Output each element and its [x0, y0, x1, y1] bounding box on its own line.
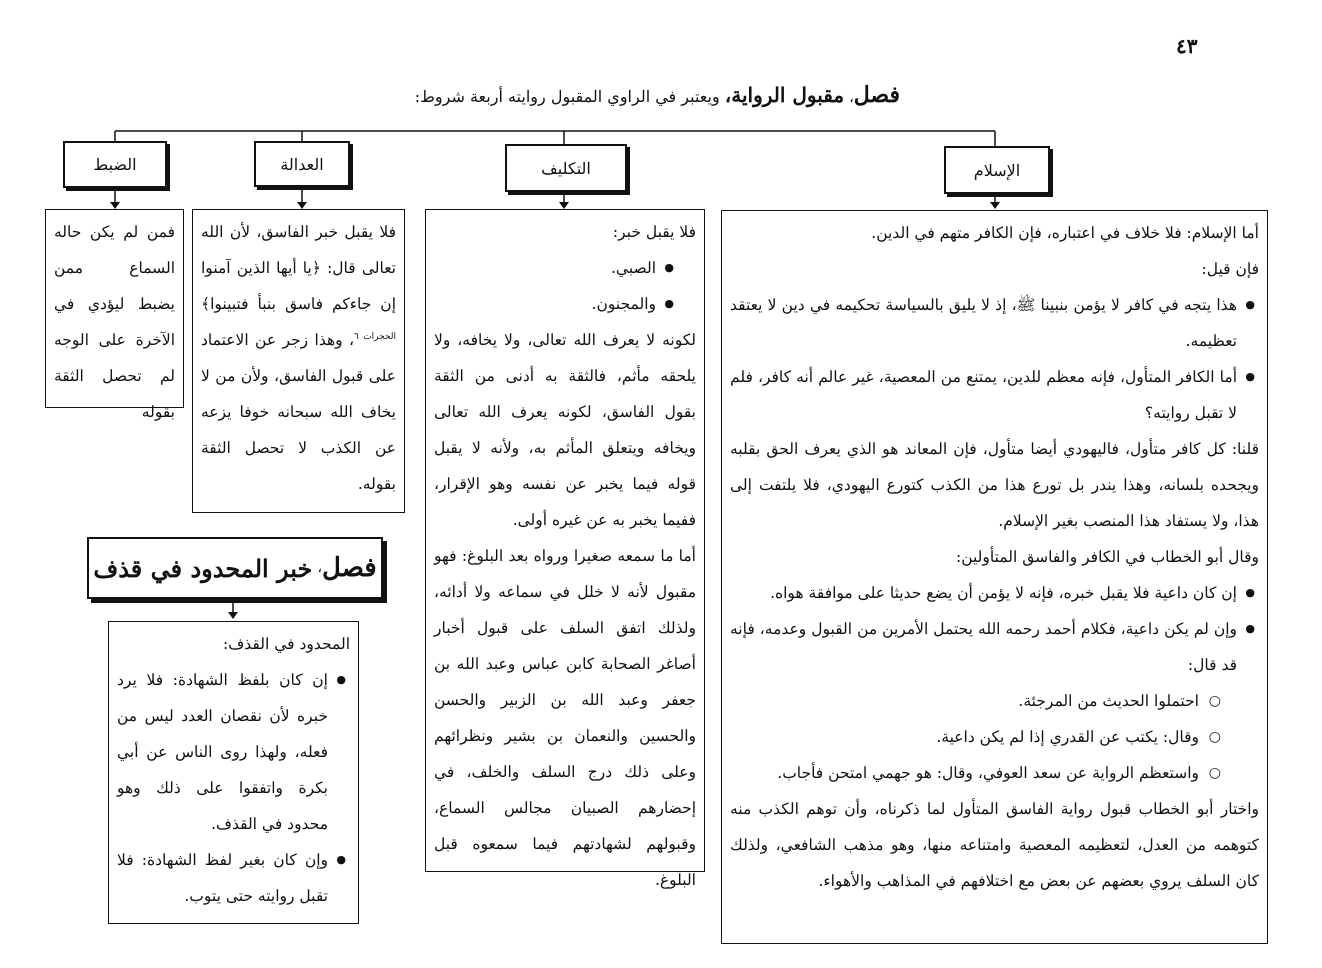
adala-verse-ref: الحجرات ٦ — [354, 331, 396, 342]
islam-bullet-3: ● إن كان داعية فلا يقبل خبره، فإنه لا يؤمن أن يضع حديثا على موافقة هواه. — [730, 575, 1237, 611]
qadhf-column — [108, 621, 359, 924]
islam-bullet-4: ● وإن لم يكن داعية، فكلام أحمد رحمه الله يحتمل الأمرين من القبول وعدمه، فإنه قد قال: — [730, 611, 1237, 683]
qadhf-p1: المحدود في القذف: — [223, 635, 350, 653]
islam-sub-2: ○ وقال: يكتب عن القدري إذا لم يكن داعية. — [730, 719, 1199, 755]
taklif-p2: لكونه لا يعرف الله تعالى، ولا يخافه، ولا يلحقه مأثم، فالثقة به أدنى من الثقة بقول الفاسق، لكونه يعرف الله تعالى ويخافه ويتعلق المأثم به، ولأنه لا يقبل قوله فيما يخبر عن نفسه وهو الإقرار، ففيما يخبر به عن غيره أولى. — [434, 331, 696, 529]
adala-column — [192, 209, 405, 513]
qadhf-topic: خبر المحدود في قذف — [93, 553, 313, 583]
islam-bullet-2: ● أما الكافر المتأول، فإنه معظم للدين، يمتنع من المعصية، غير عالم أنه كافر، فلم لا تقبل روايته؟ — [730, 359, 1237, 431]
islam-sub-3: ○ واستعظم الرواية عن سعد العوفي، وقال: هو جهمي امتحن فأجاب. — [730, 755, 1199, 791]
islam-bullet-1: ● هذا يتجه في كافر لا يؤمن بنبينا ﷺ، إذ لا يليق بالسياسة تحكيمه في دين لا يعتقد تعظيمه. — [730, 287, 1237, 359]
taklif-p3: أما ما سمعه صغيرا ورواه بعد البلوغ: فهو مقبول لأنه لا خلل في سماعه ولا أدائه، ولذلك اتفق السلف على قبول أخبار أصاغر الصحابة كابن عباس وعبد الله بن جعفر وعبد الله بن الزبير والحسن والحسين والنعمان بن بشير ونظرائهم وعلى ذلك درج السلف والخلف، في إحضارهم الصبيان مجالس السماع، وقبولهم لشهادتهم فيما سمعوه قبل البلوغ. — [434, 547, 696, 889]
taklif-bullet-1: ● الصبي. — [434, 250, 656, 286]
header-adala-label: العدالة — [280, 154, 324, 174]
qadhf-chapter: فصل — [322, 553, 377, 583]
islam-p2: فإن قيل: — [1201, 260, 1259, 278]
islam-p4: وقال أبو الخطاب في الكافر والفاسق المتأولين: — [955, 548, 1259, 566]
adala-paragraph — [201, 214, 396, 502]
header-taklif — [505, 144, 627, 192]
header-dabt-label: الضبط — [93, 155, 137, 174]
islam-p3: قلنا: كل كافر متأول، فاليهودي أيضا متأول، فإن المعاند هو الذي يعرف الحق بقلبه ويجحده بلسانه، وهذا يندر بل تورع هذا من الكذب كتورع اليهودي، فلا يلتفت إلى هذا، ولا يستفاد هذا المنصب بغير الإسلام. — [730, 440, 1259, 530]
header-islam — [944, 146, 1050, 194]
dabt-text: فمن لم يكن حاله السماع ممن يضبط ليؤدي في الآخرة على الوجه لم تحصل الثقة بقوله — [54, 223, 175, 421]
page-number: ٤٣ — [1176, 34, 1198, 58]
adala-text-1: فلا يقبل خبر الفاسق، لأن الله تعالى قال: ﴿يا أيها الذين آمنوا إن جاءكم فاسق بنبأ فتبينوا﴾ — [201, 223, 396, 313]
title-topic: مقبول الرواية، — [724, 83, 845, 107]
qadhf-heading — [87, 537, 383, 599]
title-rest: ويعتبر في الراوي المقبول روايته أربعة شروط: — [414, 87, 720, 106]
adala-text-2: ، وهذا زجر عن الاعتماد على قبول الفاسق، ولأن من لا يخاف الله سبحانه خوفا يزعه عن الكذب لا تحصل الثقة بقوله. — [201, 331, 396, 493]
qadhf-bullet-2: ● وإن كان بغير لفظ الشهادة: فلا تقبل روايته حتى يتوب. — [117, 842, 328, 914]
qadhf-bullet-1: ● إن كان بلفظ الشهادة: فلا يرد خبره لأن نقصان العدد ليس من فعله، ولهذا روى الناس عن أبي بكرة واتفقوا على ذلك وهو محدود في القذف. — [117, 662, 328, 842]
header-taklif-label: التكليف — [541, 158, 591, 178]
header-dabt — [63, 141, 167, 188]
header-islam-label: الإسلام — [973, 160, 1021, 180]
title-separator: ، — [849, 90, 854, 106]
header-adala — [254, 141, 350, 187]
islam-column — [721, 210, 1268, 944]
title-chapter: فصل — [853, 82, 900, 108]
qadhf-separator: ، — [317, 560, 322, 576]
dabt-column — [45, 209, 184, 421]
taklif-column — [425, 209, 705, 889]
taklif-bullet-2: ● والمجنون. — [434, 286, 656, 322]
taklif-p1: فلا يقبل خبر: — [612, 223, 696, 241]
islam-p5: واختار أبو الخطاب قبول رواية الفاسق المتأول لما ذكرناه، وأن توهم الكذب منه كتوهمه من العدل، لتعظيمه المعصية وامتناعه منها، وهو مذهب الشافعي، ولذلك كان السلف يروي بعضهم عن بعض مع اختلافهم في المذاهب والأهواء. — [730, 800, 1259, 890]
islam-sub-1: ○ احتملوا الحديث من المرجئة. — [730, 683, 1199, 719]
islam-p1: أما الإسلام: فلا خلاف في اعتباره، فإن الكافر متهم في الدين. — [871, 224, 1259, 242]
